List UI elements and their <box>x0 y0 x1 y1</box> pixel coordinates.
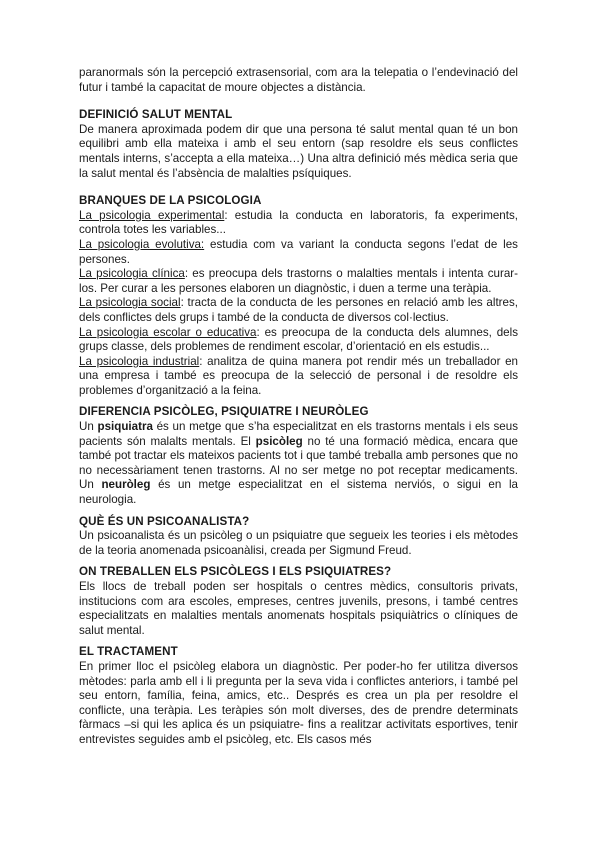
paragraph-treballen: Els llocs de treball poden ser hospitals o centres mèdics, consultoris privats, institucions com ara escoles, empreses, centres juvenils, presons, i també centres especialitzats en malalties mentals anomenats hospitals psiquiàtrics o clíniques de salut mental. <box>79 580 518 637</box>
branch-term: La psicologia industrial <box>79 354 200 368</box>
branch-desc: : analitza de quina manera pot rendir més un treballador en una empresa i també es preocupa de la selecció de personal i de resoldre els problemes d’organització a la feina. <box>79 354 519 397</box>
branch-term: La psicologia escolar o educativa <box>79 325 257 339</box>
term-psiquiatra: psiquiatra <box>97 420 153 434</box>
branch-term: La psicologia clínica <box>79 267 185 281</box>
branch-desc: : tracta de la conducta de les persones en relació amb les altres, dels conflictes dels grups i també de la conducta de diversos col·lectius. <box>79 296 519 324</box>
paragraph-salut-mental: De manera aproximada podem dir que una persona té salut mental quan té un bon equilibri amb ella mateixa i amb el seu entorn (sap resoldre els seus conflictes mentals interns, s’accepta a ella mateixa…) Una altra definició més mèdica seria que la salut mental és l’absència de malalties psíquiques. <box>79 122 518 180</box>
heading-diferencia: DIFERENCIA PSICÒLEG, PSIQUIATRE I NEURÒLEG <box>79 405 369 419</box>
heading-treballen: ON TREBALLEN ELS PSICÒLEGS I ELS PSIQUIATRES? <box>79 565 392 579</box>
heading-branques: BRANQUES DE LA PSICOLOGIA <box>79 194 262 208</box>
heading-psicoanalista: QUÈ ÉS UN PSICOANALISTA? <box>79 514 250 528</box>
branch-desc: : es preocupa dels trastorns o malalties mentals i intenta curar-los. Per curar a les persones elaboren un diagnòstic, i duen a terme una teràpia. <box>79 267 518 295</box>
branch-desc: : es preocupa de la conducta dels alumnes, dels grups classe, dels problemes de rendiment escolar, d’orientació en els estudis... <box>79 325 518 354</box>
branch-clinica <box>79 267 518 296</box>
intro-paragraph: paranormals són la percepció extrasensorial, com ara la telepatia o l’endevinació del futur i també la capacitat de moure objectes a distància. <box>79 66 518 94</box>
branch-desc: estudia com va variant la conducta segons l’edat de les persones. <box>79 237 518 266</box>
heading-salut-mental: DEFINICIÓ SALUT MENTAL <box>79 108 233 122</box>
heading-tractament: EL TRACTAMENT <box>79 645 178 659</box>
branch-social <box>79 296 518 325</box>
term-psicoleg: psicòleg <box>255 434 303 448</box>
branch-experimental <box>79 209 518 238</box>
branch-escolar <box>79 326 518 355</box>
branch-evolutiva <box>79 238 518 267</box>
text-run: és un metge especialitzat en el sistema nerviós, o sigui en la neurologia. <box>79 478 518 507</box>
branch-term: La psicologia experimental <box>79 208 225 222</box>
term-neuroleg: neuròleg <box>101 478 151 492</box>
branch-term: La psicologia evolutiva: <box>79 237 205 251</box>
paragraph-diferencia <box>79 420 518 508</box>
branch-desc: : estudia la conducta en laboratoris, fa experiments, controla totes les variables... <box>79 208 518 237</box>
paragraph-psicoanalista: Un psicoanalista és un psicòleg o un psiquiatre que segueix les teories i els mètodes de la teoria anomenada psicoanàlisi, creada per Sigmund Freud. <box>79 529 518 557</box>
branch-industrial <box>79 355 518 399</box>
text-run: Un <box>79 420 98 434</box>
text-run: no té una formació mèdica, encara que també pot tractar els mateixos pacients tot i que també treballa amb persones que no no necessàriament tenen trastorns. Al no ser metge no pot receptar medicaments. Un <box>79 434 518 492</box>
paragraph-tractament: En primer lloc el psicòleg elabora un diagnòstic. Per poder-ho fer utilitza diversos mètodes: parla amb ell i li pregunta per la seva vida i conflictes anteriors, i també pel seu entorn, família, feina, amics, etc.. Després es crea un pla per resoldre el conflicte, una teràpia. Les teràpies són molt diverses, des de prendre determinats fàrmacs –si qui les aplica és un psiquiatre- fins a realitzar activitats esportives, tenir entrevistes seguides amb el psicòleg, etc. Els casos més <box>79 659 518 746</box>
text-run: és un metge que s’ha especialitzat en els trastorns mentals i els seus pacients són malalts mentals. El <box>79 420 518 448</box>
branch-term: La psicologia social <box>79 296 181 310</box>
